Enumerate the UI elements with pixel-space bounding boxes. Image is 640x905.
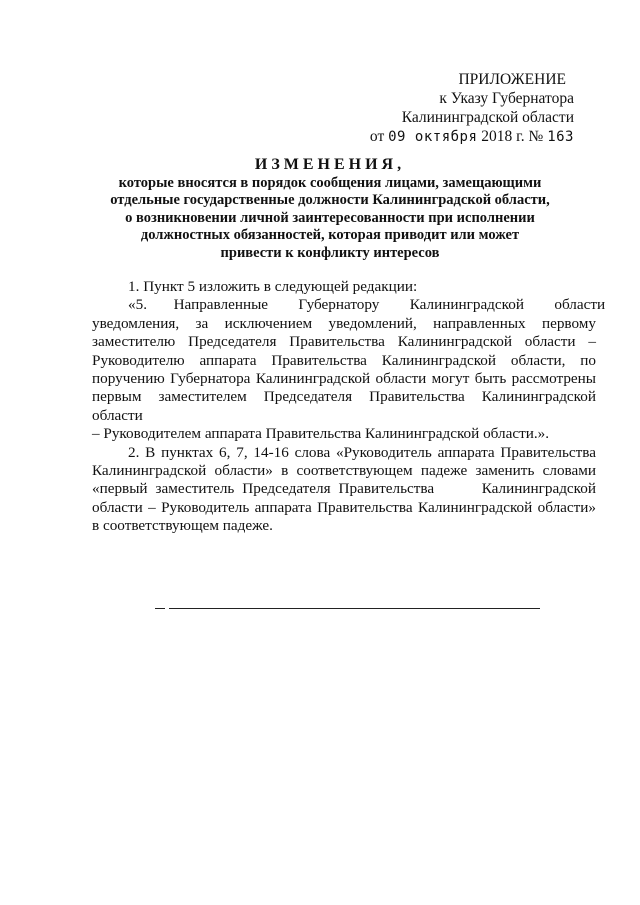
appendix-region-line: Калининградской области [401, 109, 574, 126]
paragraph-line: в соответствующем падеже. [92, 517, 273, 535]
appendix-date-line [314, 127, 574, 147]
paragraph-line: – Руководителем аппарата Правительства Калининградской области.». [92, 425, 550, 443]
heading-line: о возникновении личной заинтересованности при исполнении [125, 209, 535, 226]
heading-line: которые вносятся в порядок сообщения лицами, замещающими [118, 174, 542, 191]
document-heading [80, 156, 580, 262]
separator-rule [169, 608, 540, 609]
appendix-decree-line: к Указу Губернатора [439, 90, 574, 107]
paragraph-item-2 [92, 444, 596, 536]
paragraph-line: 2. В пунктах 6, 7, 14-16 слова «Руководитель аппарата Правительства [128, 443, 596, 461]
date-day-month: 09 октября [388, 129, 478, 145]
appendix-title: ПРИЛОЖЕНИЕ [458, 71, 566, 88]
heading-title: ИЗМЕНЕНИЯ, [254, 156, 406, 173]
paragraph-item-1: 1. Пункт 5 изложить в следующей редакции: [128, 278, 418, 295]
paragraph-line: «первый заместитель Председателя Правительства Калининградской [92, 480, 596, 498]
paragraph-line: «5. Направленные Губернатору Калининградской области [128, 296, 606, 314]
paragraph-quoted-item-5 [92, 296, 606, 443]
separator-dash [155, 608, 165, 609]
heading-line: должностных обязанностей, которая приводит или может [140, 227, 520, 243]
paragraph-line: уведомления, за исключением уведомлений, направленных первому [92, 314, 596, 332]
paragraph-line: первым заместителем Председателя Правительства Калининградской области [92, 388, 596, 424]
paragraph-line: Калининградской области» в соответствующем падеже заменить словами [92, 462, 596, 480]
appendix-block [314, 70, 574, 147]
date-year: 2018 г. [481, 128, 525, 145]
number-sign: № [528, 128, 544, 145]
paragraph-line: заместителю Председателя Правительства Калининградской области – [92, 333, 596, 351]
paragraph-line: области – Руководитель аппарата Правительства Калининградской области» [92, 498, 596, 516]
decree-number: 163 [547, 129, 574, 145]
heading-line: привести к конфликту интересов [220, 244, 440, 261]
date-prefix: от [369, 128, 385, 145]
paragraph-line: Руководителю аппарата Правительства Калининградской области, по [92, 351, 596, 369]
heading-line: отдельные государственные должности Калининградской области, [110, 192, 550, 208]
paragraph-line: поручению Губернатора Калининградской области могут быть рассмотрены [92, 370, 596, 388]
document-body [92, 278, 606, 536]
